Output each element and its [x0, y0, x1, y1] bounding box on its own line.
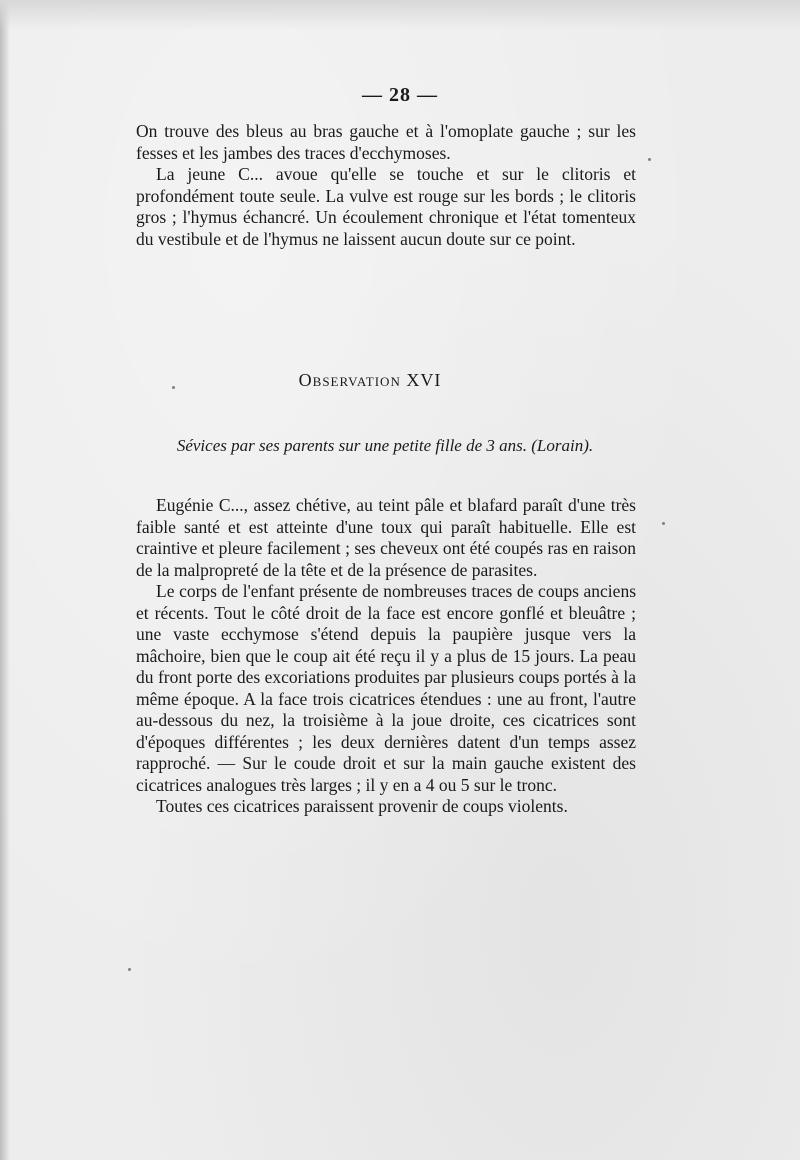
- bottom-text-block: [136, 495, 636, 818]
- observation-heading: Observation XVI: [298, 370, 442, 390]
- top-text-block: [136, 121, 636, 250]
- ink-speck: [648, 158, 651, 161]
- observation-subtitle: Sévices par ses parents sur une petite fille de 3 ans. (Lorain).: [176, 436, 594, 455]
- page-number: — 28 —: [362, 84, 438, 106]
- paragraph: La jeune C... avoue qu'elle se touche et sur le clitoris et profondément toute seule. La vulve est rouge sur les bords ; le clitoris gros ; l'hymus échancré. Un écoulement chronique et l'état tomenteux du vestibule et de l'hymus ne laissent aucun doute sur ce point.: [136, 164, 636, 249]
- paragraph: Eugénie C..., assez chétive, au teint pâle et blafard paraît d'une très faible santé et est atteinte d'une toux qui paraît habituelle. Elle est craintive et pleure facilement ; ses cheveux ont été coupés ras en raison de la malpropreté de la tête et de la présence de parasites.: [136, 495, 636, 580]
- ink-speck: [172, 386, 175, 389]
- page-edge-shadow: [0, 0, 10, 1160]
- paragraph: Le corps de l'enfant présente de nombreuses traces de coups anciens et récents. Tout le côté droit de la face est encore gonflé et bleuâtre ; une vaste ecchymose s'étend depuis la paupière jusque vers la mâchoire, bien que le coup ait été reçu il y a plus de 15 jours. La peau du front porte des excoriations produites par plusieurs coups portés à la même époque. A la face trois cicatrices étendues : une au front, l'autre au-dessous du nez, la troisième à la joue droite, ces cicatrices sont d'époques différentes ; les deux dernières datent d'un temps assez rapproché. — Sur le coude droit et sur la main gauche existent des cicatrices analogues très larges ; il y en a 4 ou 5 sur le tronc.: [136, 581, 636, 795]
- ink-speck: [662, 522, 665, 525]
- page-top-shadow: [0, 0, 800, 30]
- paragraph: On trouve des bleus au bras gauche et à l'omoplate gauche ; sur les fesses et les jambes des traces d'ecchymoses.: [136, 121, 636, 163]
- paragraph: Toutes ces cicatrices paraissent provenir de coups violents.: [156, 796, 568, 816]
- ink-speck: [128, 968, 131, 971]
